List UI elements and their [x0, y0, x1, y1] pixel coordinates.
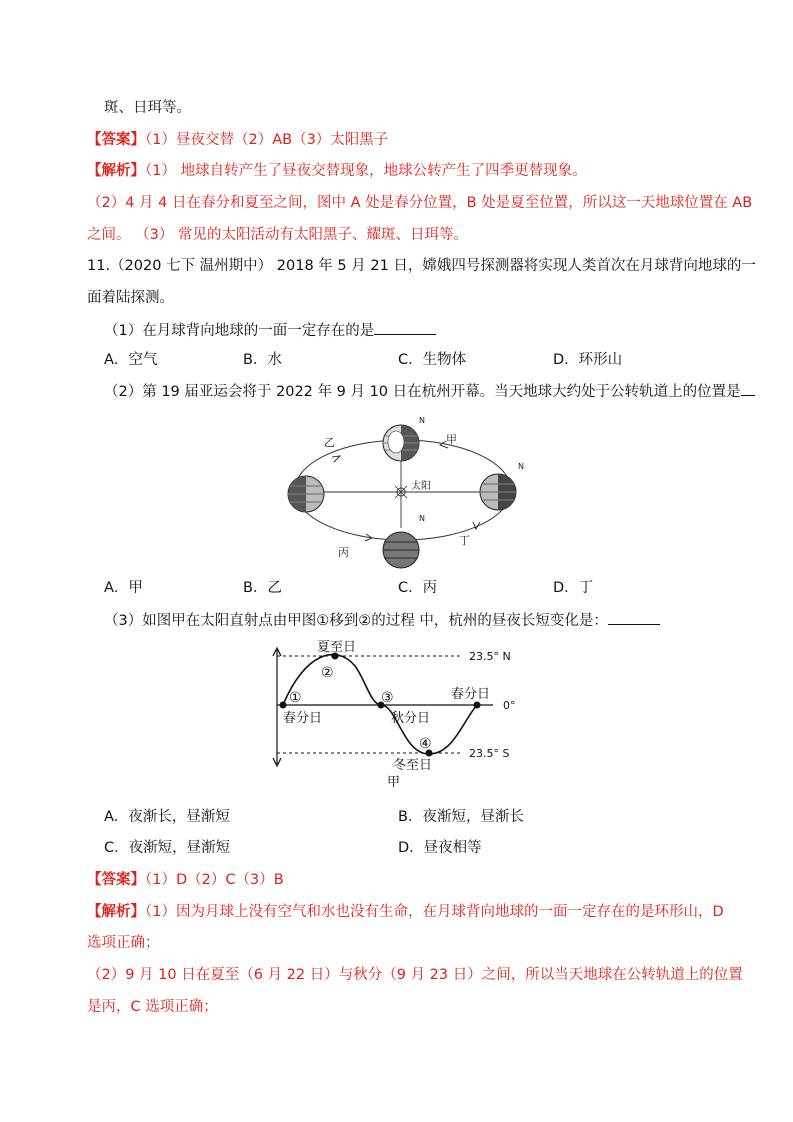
north-lat-label: 23.5° N — [469, 650, 511, 663]
point-spring-1 — [280, 702, 287, 709]
sub1-option-d: D．环形山 — [553, 352, 623, 368]
point-label-3: ③ — [381, 690, 394, 706]
q11-analysis-2b: 是丙，C 选项正确； — [87, 999, 218, 1015]
sub2-text: （2）第 19 届亚运会将于 2022 年 9 月 10 日在杭州开幕。当天地球大约处于公转轨道上的位置是 — [104, 384, 741, 400]
answer-blank — [741, 381, 755, 396]
prev-continuation: 斑、日珥等。 — [104, 100, 191, 116]
point-label-1: ① — [289, 690, 302, 706]
q11-stem-1: 11.（2020 七下 温州期中） 2018 年 5 月 21 日，嫦娥四号探测器将实现人类首次在月球背向地球的一 — [87, 258, 756, 274]
figure-caption: 甲 — [387, 775, 401, 790]
winter-solstice-label: 冬至日 — [393, 758, 433, 773]
q11-analysis-1b: 选项正确； — [87, 935, 160, 951]
position-yi: 乙 — [324, 436, 335, 449]
earth-left-icon — [288, 476, 324, 512]
q11-analysis-2a: （2）9 月 10 日在夏至（6 月 22 日）与秋分（9 月 23 日）之间，所以当天地球在公转轨道上的位置 — [87, 967, 743, 983]
sub3-text: （3）如图甲在太阳直射点由甲图①移到②的过程 中，杭州的昼夜长短变化是： — [104, 613, 608, 629]
orbit-arrow-top-left — [332, 456, 340, 462]
spring-equinox-1-label: 春分日 — [283, 711, 323, 726]
analysis-tag: 【解析】 — [87, 904, 145, 920]
position-ding: 丁 — [459, 534, 470, 547]
q11-sub3 — [104, 610, 660, 631]
answer-text: （1）D（2）C（3）B — [145, 872, 284, 888]
q11-analysis-1a — [87, 902, 724, 922]
autumn-equinox-label: 秋分日 — [391, 711, 431, 726]
prev-analysis-3: 之间。 （3） 常见的太阳活动有太阳黑子、耀斑、日珥等。 — [87, 227, 468, 243]
answer-text: （1）昼夜交替（2）AB（3）太阳黑子 — [145, 132, 389, 148]
south-lat-label: 23.5° S — [469, 747, 510, 760]
answer-blank — [608, 610, 660, 625]
sub1-option-a: A．空气 — [104, 352, 158, 368]
sub2-option-c: C．丙 — [398, 580, 438, 596]
point-label-2: ② — [321, 665, 334, 681]
point-label-4: ④ — [419, 736, 432, 752]
prev-analysis-1 — [87, 161, 587, 181]
answer-tag: 【答案】 — [87, 132, 145, 148]
sub1-text: （1）在月球背向地球的一面一定存在的是 — [104, 323, 375, 339]
sub3-option-a: A．夜渐长，昼渐短 — [104, 809, 230, 825]
q11-sub2 — [104, 381, 755, 402]
analysis-tag: 【解析】 — [87, 163, 145, 179]
earth-bottom-icon — [383, 532, 419, 568]
north-label-top: N — [419, 416, 425, 425]
north-label-bottom: N — [419, 514, 425, 523]
q11-stem-2: 面着陆探测。 — [87, 290, 174, 306]
q11-answer — [87, 870, 284, 890]
sub3-option-b: B．夜渐短，昼渐长 — [398, 809, 524, 825]
sub2-option-a: A．甲 — [104, 580, 143, 596]
q11-sub1 — [104, 320, 436, 341]
earth-top-icon — [383, 425, 419, 461]
orbit-figure — [280, 410, 530, 570]
answer-tag: 【答案】 — [87, 872, 145, 888]
sun-icon — [393, 484, 409, 500]
spring-equinox-2-label: 春分日 — [451, 687, 491, 702]
sub1-option-c: C．生物体 — [398, 352, 467, 368]
sun-label: 太阳 — [411, 481, 431, 492]
point-spring-2 — [474, 702, 481, 709]
equator-label: 0° — [503, 699, 516, 712]
sub1-option-b: B．水 — [243, 352, 282, 368]
position-bing: 丙 — [338, 546, 349, 559]
sun-path-figure — [265, 636, 535, 796]
prev-answer — [87, 130, 388, 150]
prev-analysis-2: （2）4 月 4 日在春分和夏至之间，图中 A 处是春分位置，B 处是夏至位置，所以这一天地球位置在 AB — [87, 195, 753, 211]
position-jia: 甲 — [446, 433, 457, 446]
analysis-text: （1） 地球自转产生了昼夜交替现象，地球公转产生了四季更替现象。 — [145, 163, 587, 179]
north-label-right: N — [518, 462, 524, 471]
answer-blank — [374, 320, 436, 335]
analysis-text: （1）因为月球上没有空气和水也没有生命，在月球背向地球的一面一定存在的是环形山，D — [145, 904, 724, 920]
earth-right-icon — [480, 474, 516, 510]
sub2-option-d: D．丁 — [553, 580, 594, 596]
summer-solstice-label: 夏至日 — [317, 640, 357, 655]
sub2-option-b: B．乙 — [243, 580, 282, 596]
sub3-option-d: D．昼夜相等 — [398, 840, 482, 856]
sub3-option-c: C．夜渐短，昼渐短 — [104, 840, 231, 856]
